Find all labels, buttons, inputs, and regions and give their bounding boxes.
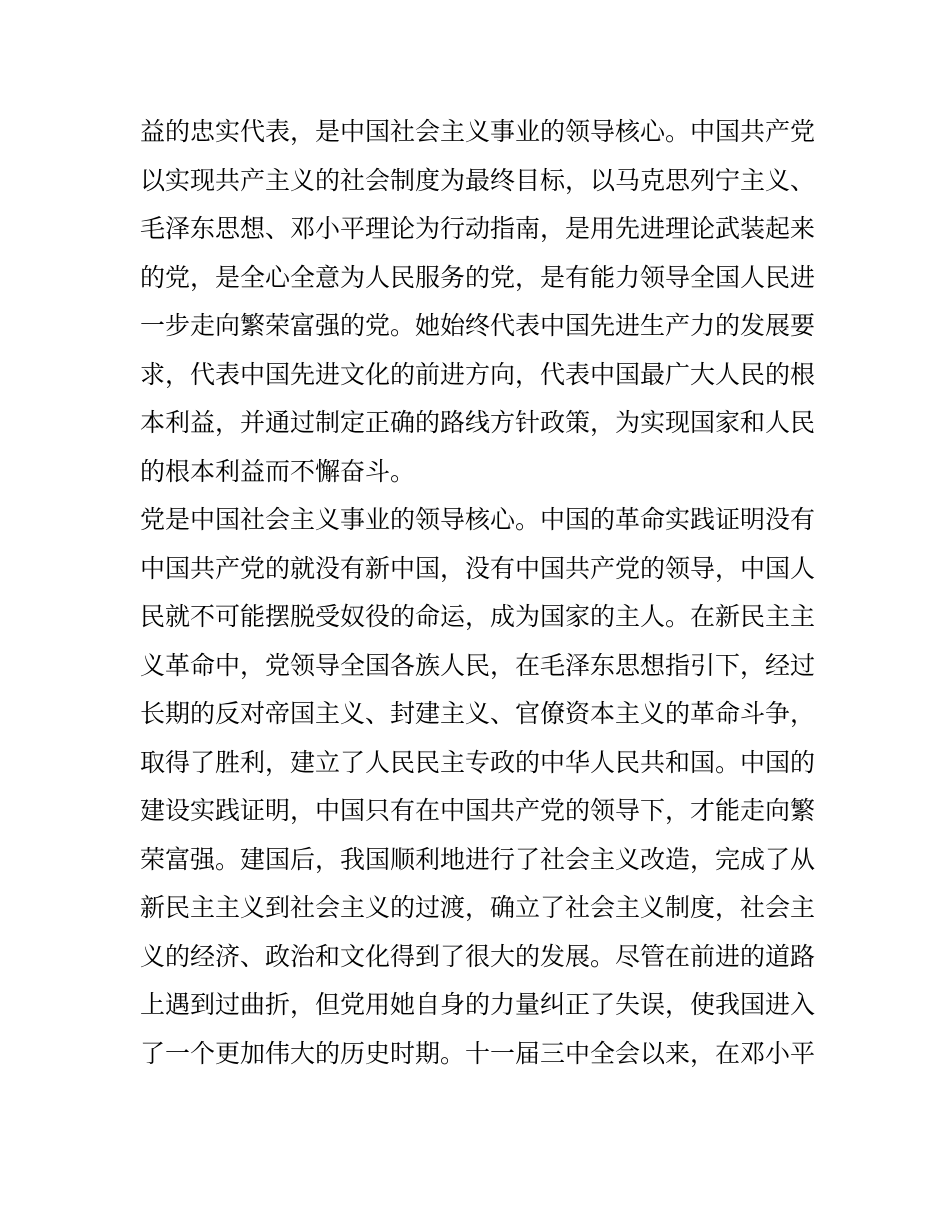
- document-body: [140, 108, 830, 1078]
- paragraph-1: [140, 108, 830, 496]
- text-line: 以实现共产主义的社会制度为最终目标，以马克思列宁主义、: [140, 165, 816, 195]
- text-line: 上遇到过曲折，但党用她自身的力量纠正了失误，使我国进入: [140, 990, 816, 1019]
- text-line: 长期的反对帝国主义、封建主义、官僚资本主义的革命斗争，: [140, 699, 816, 728]
- text-line: 的党，是全心全意为人民服务的党，是有能力领导全国人民进: [140, 262, 816, 292]
- text-line: 本利益，并通过制定正确的路线方针政策，为实现国家和人民: [140, 408, 816, 437]
- text-line: 民就不可能摆脱受奴役的命运，成为国家的主人。在新民主主: [140, 602, 816, 631]
- text-line: 益的忠实代表，是中国社会主义事业的领导核心。中国共产党: [140, 117, 816, 146]
- text-line: 取得了胜利，建立了人民民主专政的中华人民共和国。中国的: [140, 747, 816, 777]
- text-line: 新民主主义到社会主义的过渡，确立了社会主义制度，社会主: [140, 893, 816, 922]
- text-line: 义革命中，党领导全国各族人民，在毛泽东思想指引下，经过: [140, 650, 816, 680]
- text-line: 求，代表中国先进文化的前进方向，代表中国最广大人民的根: [140, 359, 816, 389]
- text-line: 义的经济、政治和文化得到了很大的发展。尽管在前进的道路: [140, 941, 816, 971]
- paragraph-2: [140, 496, 830, 1078]
- text-line: 党是中国社会主义事业的领导核心。中国的革命实践证明没有: [140, 505, 816, 534]
- text-line: 荣富强。建国后，我国顺利地进行了社会主义改造，完成了从: [140, 844, 816, 874]
- text-line: 了一个更加伟大的历史时期。十一届三中全会以来，在邓小平: [140, 1038, 816, 1068]
- text-line: 的根本利益而不懈奋斗。: [140, 456, 416, 486]
- text-line: 一步走向繁荣富强的党。她始终代表中国先进生产力的发展要: [140, 311, 816, 340]
- text-line: 中国共产党的就没有新中国，没有中国共产党的领导，中国人: [140, 553, 816, 583]
- text-line: 建设实践证明，中国只有在中国共产党的领导下，才能走向繁: [140, 796, 816, 825]
- text-line: 毛泽东思想、邓小平理论为行动指南，是用先进理论武装起来: [140, 214, 816, 243]
